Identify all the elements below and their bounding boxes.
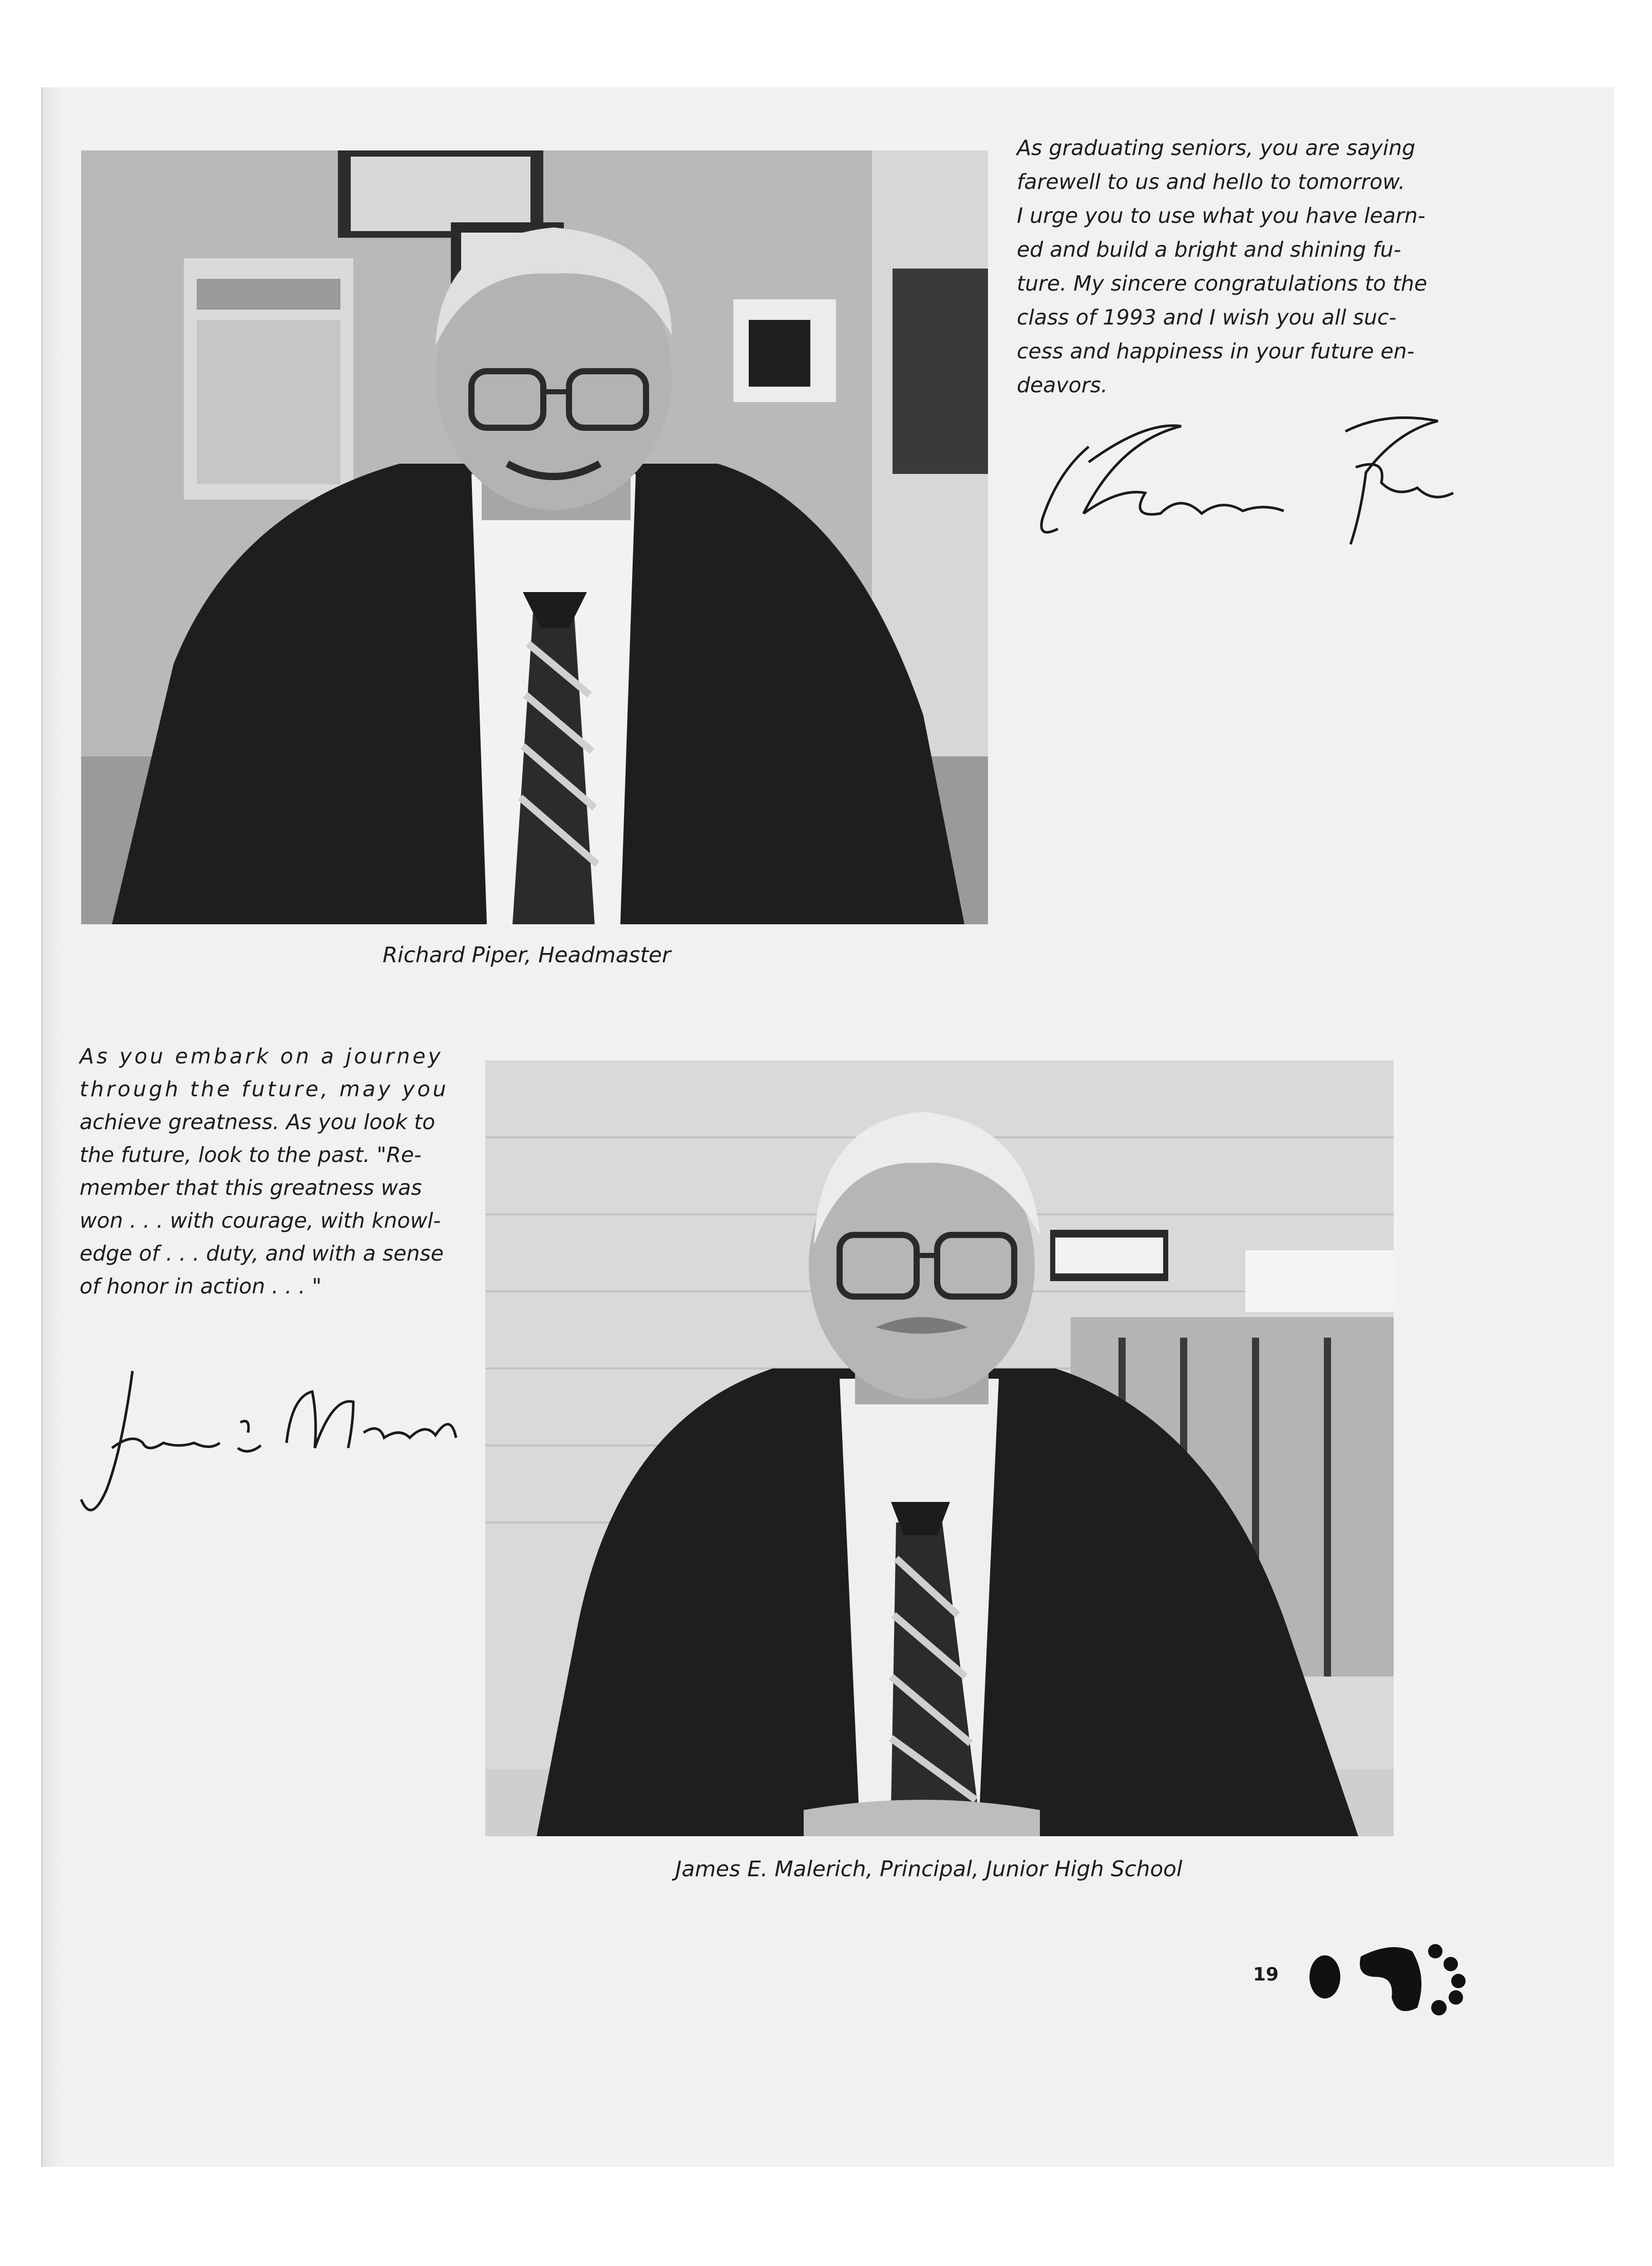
headmaster-photo (81, 150, 988, 924)
principal-signature (45, 1345, 466, 1530)
message-line: achieve greatness. As you look to (80, 1110, 435, 1134)
message-line: ture. My sincere congratulations to the (1017, 271, 1428, 296)
page-number: 19 (1253, 1964, 1279, 1985)
message-line: member that this greatness was (80, 1175, 422, 1200)
message-line: As you embark on a journey (80, 1044, 443, 1069)
principal-caption: James E. Malerich, Principal, Junior High School (675, 1856, 1183, 1881)
principal-message (80, 1040, 449, 1303)
message-line: deavors. (1017, 373, 1108, 397)
message-line: class of 1993 and I wish you all suc- (1017, 305, 1397, 330)
message-line: cess and happiness in your future en- (1017, 339, 1415, 364)
message-line: farewell to us and hello to tomorrow. (1017, 169, 1406, 194)
message-line: through the future, may you (80, 1077, 449, 1101)
headmaster-caption: Richard Piper, Headmaster (383, 942, 671, 967)
message-line: won . . . with courage, with knowl- (80, 1208, 441, 1233)
message-line: ed and build a bright and shining fu- (1017, 237, 1401, 262)
message-line: of honor in action . . . " (80, 1274, 322, 1299)
principal-photo (485, 1060, 1394, 1836)
message-line: edge of . . . duty, and with a sense (80, 1241, 444, 1266)
headmaster-message (1017, 131, 1469, 402)
message-line: the future, look to the past. "Re- (80, 1142, 422, 1167)
footprint-icon (1304, 1920, 1479, 2018)
message-line: As graduating seniors, you are saying (1017, 136, 1416, 160)
page-binding-edge (43, 87, 60, 2167)
message-line: I urge you to use what you have learn- (1017, 203, 1426, 228)
headmaster-signature (1027, 411, 1464, 549)
